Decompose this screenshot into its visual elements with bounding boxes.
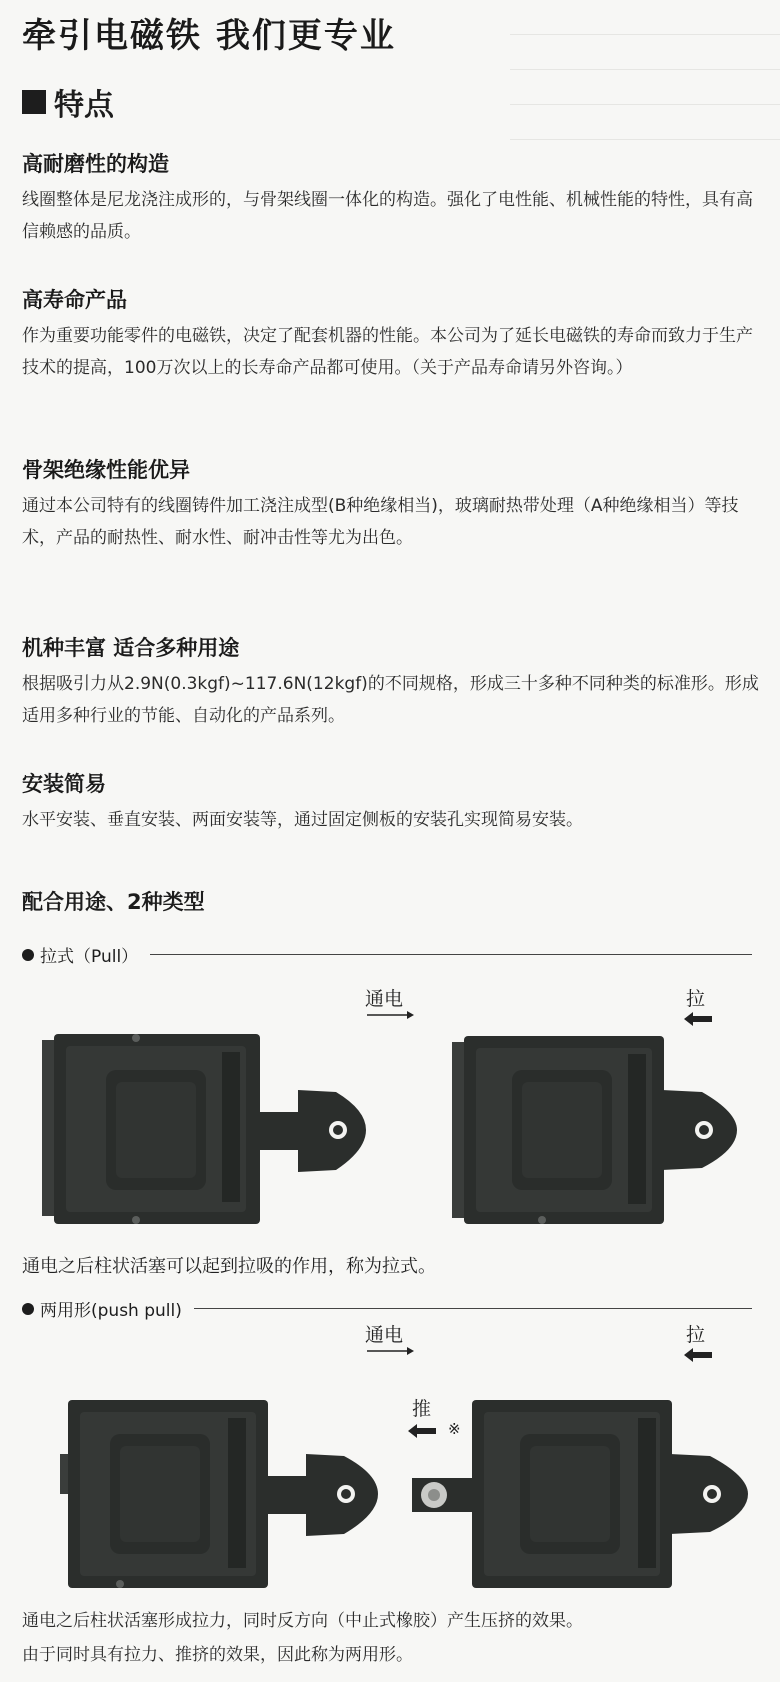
push-pull-type-header	[22, 1296, 752, 1321]
pull-type-label: 拉式（Pull）	[40, 947, 139, 967]
pull-type-header	[22, 942, 752, 967]
types-heading: 配合用途、2种类型	[22, 890, 205, 914]
feature-heading: 安装简易	[22, 772, 106, 796]
pull-label: 拉	[686, 1324, 706, 1346]
bullet-dot-icon	[22, 949, 34, 961]
feature-body: 线圈整体是尼龙浇注成形的，与骨架线圈一体化的构造。强化了电性能、机械性能的特性，具有高信赖感的品质。	[22, 190, 753, 242]
pull-label: 拉	[686, 988, 706, 1010]
features-heading	[22, 80, 114, 124]
feature-heading: 高耐磨性的构造	[22, 152, 169, 176]
push-pull-solenoid-extended-image	[60, 1394, 380, 1594]
features-heading-label: 特点	[54, 88, 114, 123]
feature-body: 通过本公司特有的线圈铸件加工浇注成型(B种绝缘相当)，玻璃耐热带处理（A种绝缘相当）等技术，产品的耐热性、耐水性、耐冲击性等尤为出色。	[22, 496, 739, 548]
divider	[194, 1308, 752, 1309]
push-pull-caption-line: 通电之后柱状活塞形成拉力，同时反方向（中止式橡胶）产生压挤的效果。	[22, 1611, 583, 1631]
feature-body: 作为重要功能零件的电磁铁，决定了配套机器的性能。本公司为了延长电磁铁的寿命而致力于生产技术的提高，100万次以上的长寿命产品都可使用。（关于产品寿命请另外咨询。）	[22, 326, 753, 378]
page-title: 牵引电磁铁 我们更专业	[22, 16, 396, 56]
divider	[150, 954, 752, 955]
push-pull-caption-line: 由于同时具有拉力、推挤的效果，因此称为两用形。	[22, 1645, 413, 1665]
square-bullet-icon	[22, 90, 46, 114]
left-arrow-icon	[684, 1012, 712, 1026]
push-pull-solenoid-retracted-image	[412, 1394, 752, 1594]
pull-solenoid-retracted-image	[452, 1030, 742, 1230]
feature-item	[22, 768, 762, 836]
right-arrow-icon	[365, 1010, 415, 1020]
left-arrow-icon	[684, 1348, 712, 1362]
push-label: 推	[412, 1398, 432, 1420]
push-pull-type-label: 两用形(push pull)	[40, 1301, 182, 1321]
feature-heading: 骨架绝缘性能优异	[22, 458, 190, 482]
energize-label: 通电	[365, 1324, 404, 1346]
feature-item	[22, 632, 762, 732]
pull-solenoid-extended-image	[36, 1030, 366, 1230]
energize-label: 通电	[365, 988, 404, 1010]
push-pull-caption	[22, 1604, 767, 1672]
show-through-text	[510, 0, 780, 140]
feature-item	[22, 284, 762, 384]
right-arrow-icon	[365, 1346, 415, 1356]
note-mark: ※	[448, 1420, 461, 1438]
pull-type-caption: 通电之后柱状活塞可以起到拉吸的作用，称为拉式。	[22, 1256, 436, 1277]
bullet-dot-icon	[22, 1303, 34, 1315]
feature-item	[22, 148, 762, 248]
feature-heading: 机种丰富 适合多种用途	[22, 636, 240, 660]
feature-item	[22, 454, 762, 554]
feature-body: 水平安装、垂直安装、两面安装等，通过固定侧板的安装孔实现简易安装。	[22, 810, 583, 830]
feature-body: 根据吸引力从2.9N(0.3kgf)~117.6N(12kgf)的不同规格，形成三十多种不同种类的标准形。形成适用多种行业的节能、自动化的产品系列。	[22, 674, 759, 726]
feature-heading: 高寿命产品	[22, 288, 127, 312]
